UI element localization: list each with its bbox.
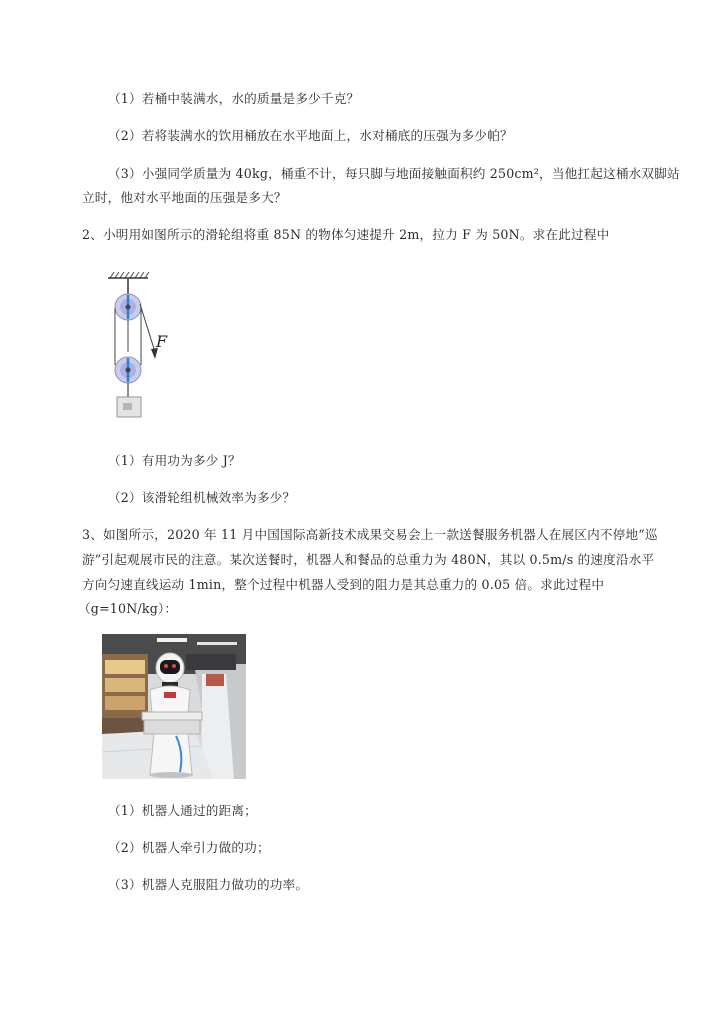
- q3-stem-line4: （g=10N/kg）：: [78, 601, 178, 616]
- force-label: F: [156, 332, 168, 351]
- q2-stem: 2、小明用如图所示的滑轮组将重 85N 的物体匀速提升 2m，拉力 F 为 50N。求在此过程中: [82, 227, 610, 242]
- robot-photo: [102, 634, 246, 779]
- q3-sub1: （1）机器人通过的距离；: [108, 803, 257, 818]
- q3-stem-line2: 游”引起观展市民的注意。某次送餐时，机器人和餐品的总重力为 480N，其以 0.5m/s 的速度沿水平: [82, 552, 655, 567]
- q3-stem-line1: 3、如图所示，2020 年 11 月中国国际高新技术成果交易会上一款送餐服务机器人在展区内不停地“巡: [82, 527, 658, 542]
- q2-sub1: （1）有用功为多少 J？: [108, 453, 241, 468]
- q3-sub3: （3）机器人克服阻力做功的功率。: [108, 877, 309, 892]
- q1-sub3-line2: 立时，他对水平地面的压强是多大？: [82, 190, 287, 205]
- q1-sub3-line1: （3）小强同学质量为 40kg，桶重不计，每只脚与地面接触面积约 250cm²，当他扛起这桶水双脚站: [108, 166, 680, 181]
- q1-sub1: （1）若桶中装满水，水的质量是多少千克？: [108, 91, 360, 106]
- q3-stem-line3: 方向匀速直线运动 1min，整个过程中机器人受到的阻力是其总重力的 0.05 倍。求此过程中: [82, 577, 605, 592]
- q2-sub2: （2）该滑轮组机械效率为多少？: [108, 490, 296, 505]
- q3-sub2: （2）机器人牵引力做的功；: [108, 840, 270, 855]
- pulley-system-figure: [100, 268, 190, 428]
- q1-sub2: （2）若将装满水的饮用桶放在水平地面上，水对桶底的压强为多少帕？: [108, 128, 513, 143]
